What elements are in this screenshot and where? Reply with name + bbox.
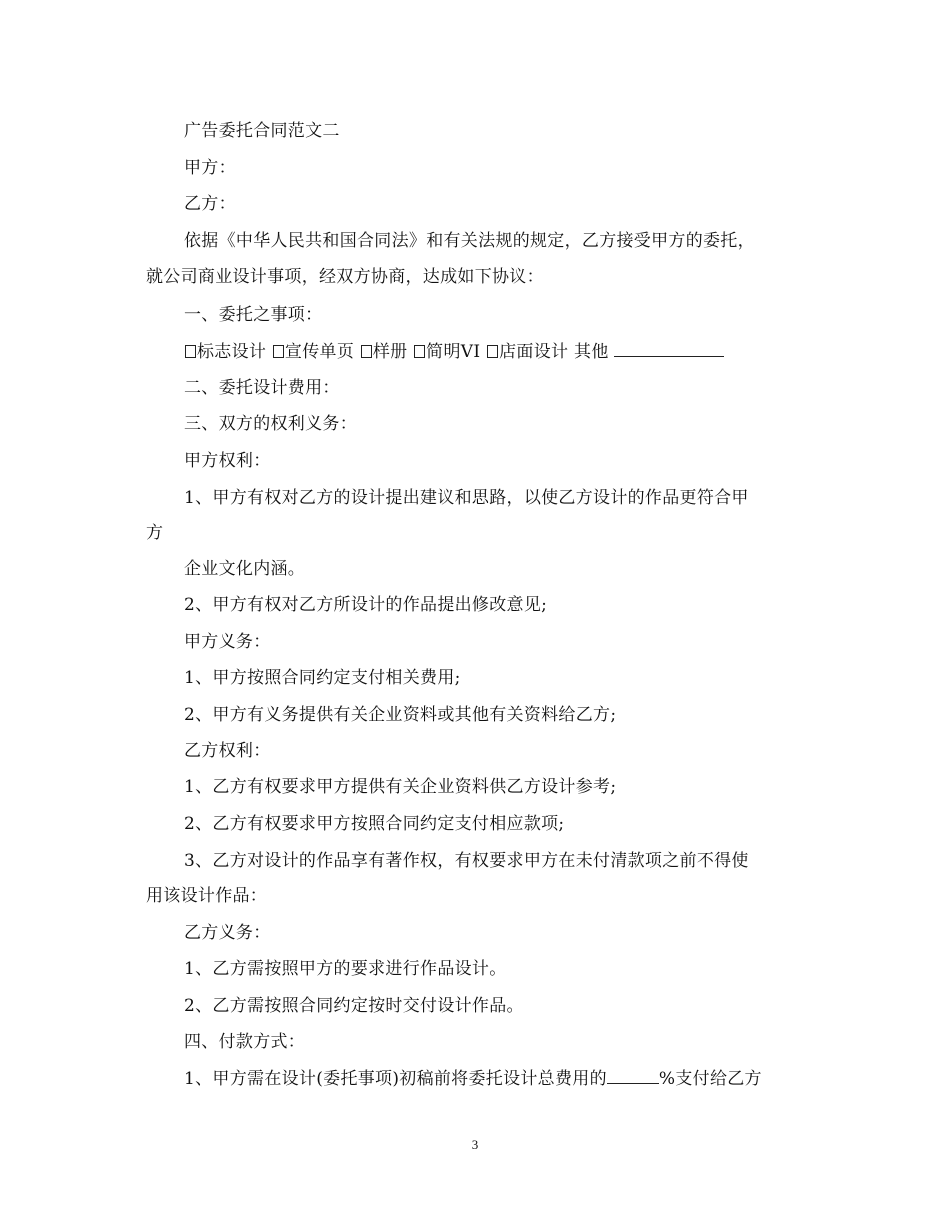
b-duty-1: 1、乙方需按照甲方的要求进行作品设计。 — [184, 959, 507, 979]
b-duties-heading: 乙方义务： — [184, 923, 271, 943]
document-title: 广告委托合同范文二 — [184, 121, 340, 141]
b-right-1: 1、乙方有权要求甲方提供有关企业资料供乙方设计参考; — [184, 777, 617, 797]
payment-1-pre: 1、甲方需在设计(委托事项)初稿前将委托设计总费用的 — [184, 1069, 607, 1089]
option-vi: 简明VI — [426, 342, 481, 362]
party-b-label: 乙方： — [184, 194, 236, 214]
a-right-2: 2、甲方有权对乙方所设计的作品提出修改意见; — [184, 595, 548, 615]
section-2-heading: 二、委托设计费用： — [184, 378, 340, 398]
a-duties-heading: 甲方义务： — [184, 632, 271, 652]
section-1-heading: 一、委托之事项： — [184, 305, 323, 325]
a-right-1-line-3: 企业文化内涵。 — [184, 559, 306, 579]
b-right-3-line-2: 用该设计作品： — [146, 886, 268, 906]
other-blank[interactable] — [614, 341, 724, 357]
checkbox-flyer[interactable] — [273, 345, 284, 358]
page-number: 3 — [471, 1137, 479, 1152]
b-right-3-line-1: 3、乙方对设计的作品享有著作权，有权要求甲方在未付清款项之前不得使 — [184, 851, 749, 871]
checkbox-logo[interactable] — [185, 345, 196, 358]
payment-1-line — [184, 1068, 844, 1090]
option-flyer: 宣传单页 — [284, 342, 355, 362]
payment-1-post: %支付给乙方 — [658, 1069, 762, 1089]
a-right-1-line-2: 方 — [146, 523, 164, 543]
b-rights-heading: 乙方权利： — [184, 741, 271, 761]
section-4-heading: 四、付款方式： — [184, 1032, 306, 1052]
checkbox-store[interactable] — [487, 345, 498, 358]
intro-line-2: 就公司商业设计事项，经双方协商，达成如下协议： — [146, 267, 544, 287]
a-rights-heading: 甲方权利： — [184, 451, 271, 471]
section-3-heading: 三、双方的权利义务： — [184, 414, 357, 434]
payment-percent-blank[interactable] — [607, 1068, 659, 1084]
a-duty-1: 1、甲方按照合同约定支付相关费用; — [184, 668, 461, 688]
b-right-2: 2、乙方有权要求甲方按照合同约定支付相应款项; — [184, 814, 565, 834]
options-line — [184, 341, 844, 363]
option-other: 其他 — [574, 342, 609, 362]
checkbox-brochure[interactable] — [361, 345, 372, 358]
option-logo: 标志设计 — [197, 342, 267, 362]
intro-line-1: 依据《中华人民共和国合同法》和有关法规的规定，乙方接受甲方的委托， — [184, 231, 755, 251]
a-right-1-line-1: 1、甲方有权对乙方的设计提出建议和思路，以使乙方设计的作品更符合甲 — [184, 488, 749, 508]
option-store: 店面设计 — [499, 342, 569, 362]
option-brochure: 样册 — [372, 342, 408, 362]
checkbox-vi[interactable] — [414, 345, 425, 358]
a-duty-2: 2、甲方有义务提供有关企业资料或其他有关资料给乙方; — [184, 705, 617, 725]
party-a-label: 甲方： — [184, 158, 236, 178]
b-duty-2: 2、乙方需按照合同约定按时交付设计作品。 — [184, 996, 524, 1016]
